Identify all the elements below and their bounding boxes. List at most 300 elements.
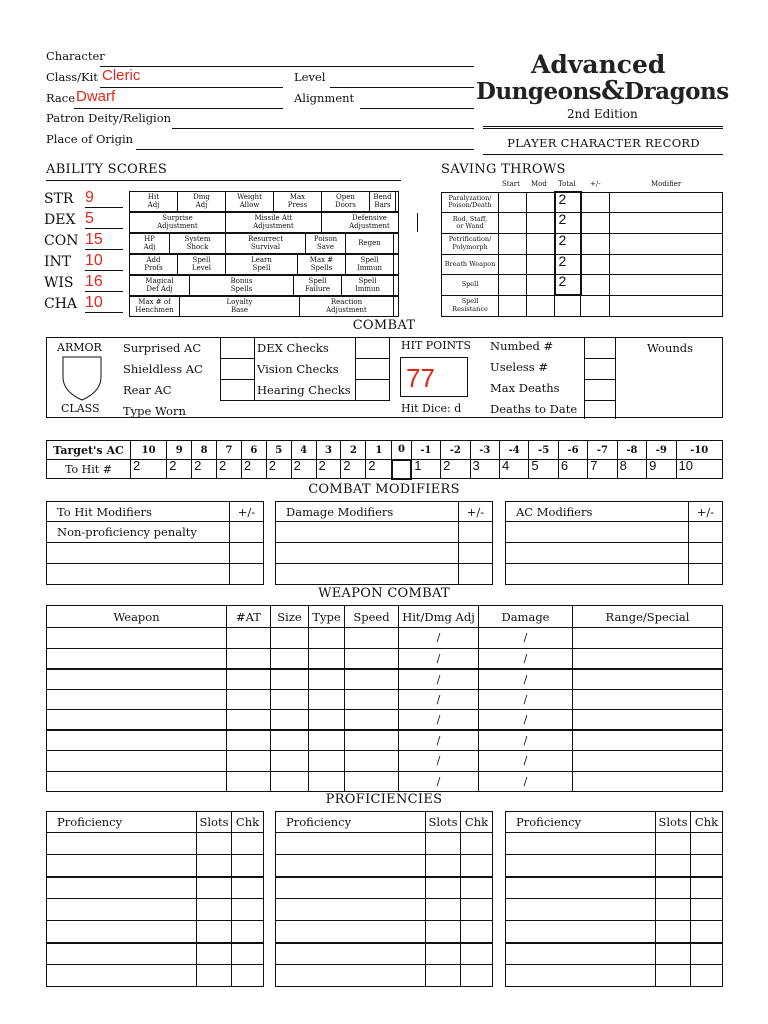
to-hit-cell[interactable]: 2: [341, 460, 366, 479]
to-hit-cell[interactable]: 2: [131, 460, 167, 479]
save-col-start: Start: [502, 180, 520, 188]
save-modifier-cell[interactable]: [610, 213, 723, 234]
proficiency-cell[interactable]: [656, 965, 691, 987]
weapon-header-cell: Damage: [479, 606, 573, 628]
proficiency-cell[interactable]: [276, 877, 426, 899]
modifier-cell[interactable]: [276, 543, 459, 564]
ability-subcell[interactable]: Surprise Adjustment: [130, 213, 226, 232]
weapon-cell[interactable]: [227, 689, 271, 710]
ability-subcell[interactable]: Add Profs: [130, 255, 178, 274]
weapon-row: [47, 689, 723, 710]
to-hit-label: To Hit #: [47, 460, 131, 479]
proficiency-cell[interactable]: [461, 877, 493, 899]
ability-subcell[interactable]: Spell Failure: [294, 276, 342, 295]
proficiency-header: Proficiency: [506, 812, 656, 833]
save-mod-cell[interactable]: [527, 254, 555, 275]
proficiency-cell[interactable]: [461, 943, 493, 965]
weapon-cell[interactable]: [309, 669, 345, 690]
save-modifier-cell[interactable]: [610, 192, 723, 213]
ability-subcell[interactable]: Max # Spells: [298, 255, 346, 274]
proficiency-cell[interactable]: [426, 943, 461, 965]
to-hit-cell[interactable]: 3: [470, 460, 499, 479]
ability-name: INT: [44, 254, 72, 270]
level-label: Level: [294, 70, 326, 84]
ability-subcell[interactable]: Learn Spell: [226, 255, 298, 274]
ability-subcell[interactable]: Poison Save: [306, 234, 346, 253]
ability-score[interactable]: 5: [85, 210, 123, 229]
modifier-value-cell[interactable]: [230, 564, 264, 585]
modifier-value-cell[interactable]: [689, 564, 723, 585]
modifier-value-cell[interactable]: [230, 543, 264, 564]
proficiency-cell[interactable]: [461, 855, 493, 877]
save-pm-cell[interactable]: [581, 213, 610, 234]
modifier-cell[interactable]: [47, 543, 230, 564]
proficiency-cell[interactable]: [426, 921, 461, 943]
checks-value-col[interactable]: [355, 338, 390, 400]
chk-header: Chk: [232, 812, 264, 833]
weapon-cell[interactable]: [227, 710, 271, 731]
ability-subcell[interactable]: Spell Level: [178, 255, 226, 274]
proficiency-cell[interactable]: [656, 921, 691, 943]
modifier-value-cell[interactable]: [230, 522, 264, 543]
logo-dungeons: Dungeons: [476, 78, 602, 105]
ability-subcell[interactable]: Loyalty Base: [180, 297, 300, 316]
modifier-cell[interactable]: [506, 522, 689, 543]
to-hit-cell[interactable]: [392, 460, 411, 479]
hit-points-value[interactable]: 77: [400, 357, 468, 397]
patron-field[interactable]: [172, 128, 474, 129]
target-ac-cell: -7: [588, 441, 617, 460]
ability-subcell[interactable]: Spell Immun: [346, 255, 394, 274]
save-pm-cell[interactable]: [581, 275, 610, 296]
saving-throw-label: Spell: [442, 275, 499, 296]
save-col-total: Total: [558, 180, 576, 188]
weapon-cell[interactable]: [227, 730, 271, 751]
weapon-cell[interactable]: /: [399, 710, 479, 731]
weapon-header-cell: Hit/Dmg Adj: [399, 606, 479, 628]
proficiency-cell[interactable]: [426, 833, 461, 855]
class-kit-label: Class/Kit: [46, 70, 98, 84]
class-kit-value[interactable]: Cleric: [102, 67, 141, 84]
weapon-cell[interactable]: /: [479, 648, 573, 669]
to-hit-cell[interactable]: 9: [647, 460, 676, 479]
armor-label: ARMOR: [57, 341, 102, 354]
weapon-cell[interactable]: [345, 648, 399, 669]
race-value[interactable]: Dwarf: [76, 88, 116, 105]
weapon-cell[interactable]: [227, 669, 271, 690]
proficiency-cell[interactable]: [691, 965, 723, 987]
weapon-cell[interactable]: /: [399, 771, 479, 792]
save-total-cell[interactable]: 2: [555, 275, 581, 296]
ability-subcell[interactable]: Magical Def Adj: [130, 276, 190, 295]
save-pm-cell[interactable]: [581, 192, 610, 213]
weapon-cell[interactable]: [309, 730, 345, 751]
weapon-cell[interactable]: /: [399, 628, 479, 649]
race-label: Race: [46, 91, 76, 105]
proficiency-cell[interactable]: [691, 921, 723, 943]
proficiency-row: [506, 833, 723, 855]
modifier-row: [276, 564, 493, 585]
weapon-cell[interactable]: [345, 669, 399, 690]
weapon-cell[interactable]: [47, 669, 227, 690]
save-start-cell[interactable]: [499, 213, 527, 234]
weapon-cell[interactable]: [47, 771, 227, 792]
proficiency-cell[interactable]: [276, 965, 426, 987]
weapon-cell[interactable]: /: [479, 689, 573, 710]
race-line: [74, 108, 283, 109]
modifier-cell[interactable]: [506, 543, 689, 564]
saving-throw-row: [442, 233, 723, 254]
proficiency-cell[interactable]: [691, 855, 723, 877]
logo-advanced: Advanced: [531, 50, 666, 79]
weapon-cell[interactable]: /: [479, 730, 573, 751]
weapon-cell[interactable]: [227, 751, 271, 772]
to-hit-cell[interactable]: 7: [588, 460, 617, 479]
proficiency-cell[interactable]: [232, 943, 264, 965]
saving-throw-label: Rod, Staff, or Wand: [442, 213, 499, 234]
save-mod-cell[interactable]: [527, 192, 555, 213]
target-ac-label: Target's AC: [47, 441, 131, 460]
weapon-cell[interactable]: [345, 730, 399, 751]
to-hit-cell[interactable]: 1: [411, 460, 440, 479]
ability-subcell[interactable]: Max # of Henchmen: [130, 297, 180, 316]
to-hit-cell[interactable]: 2: [167, 460, 192, 479]
modifier-row: [47, 564, 264, 585]
modifier-value-cell[interactable]: [689, 522, 723, 543]
weapon-cell[interactable]: /: [479, 771, 573, 792]
weapon-cell[interactable]: [345, 771, 399, 792]
weapon-cell[interactable]: /: [399, 751, 479, 772]
save-mod-cell[interactable]: [527, 213, 555, 234]
proficiency-cell[interactable]: [656, 833, 691, 855]
ability-subcell[interactable]: Dmg Adj: [178, 192, 226, 211]
modifier-cell[interactable]: [506, 564, 689, 585]
save-mod-cell[interactable]: [527, 233, 555, 254]
save-modifier-cell[interactable]: [610, 295, 723, 316]
chk-div-1: [355, 358, 390, 359]
proficiency-cell[interactable]: [232, 855, 264, 877]
proficiency-cell[interactable]: [276, 943, 426, 965]
weapon-cell[interactable]: [309, 751, 345, 772]
weapon-cell[interactable]: [573, 710, 723, 731]
proficiency-cell[interactable]: [197, 921, 232, 943]
modifier-cell[interactable]: [276, 564, 459, 585]
modifier-cell[interactable]: [47, 564, 230, 585]
proficiency-cell[interactable]: [232, 833, 264, 855]
modifier-table: [275, 501, 493, 585]
chk-header: Chk: [691, 812, 723, 833]
weapon-cell[interactable]: [47, 730, 227, 751]
ability-subcell[interactable]: Regen: [346, 234, 394, 253]
modifier-cell[interactable]: Non-proficiency penalty: [47, 522, 230, 543]
ability-subcell[interactable]: HP Adj: [130, 234, 170, 253]
alignment-field[interactable]: [360, 108, 474, 109]
weapon-cell[interactable]: [345, 628, 399, 649]
hp-row-label: Max Deaths: [490, 381, 560, 395]
weapon-row: [47, 669, 723, 690]
weapon-cell[interactable]: [271, 648, 309, 669]
proficiency-cell[interactable]: [47, 833, 197, 855]
save-modifier-cell[interactable]: [610, 254, 723, 275]
ability-subcell[interactable]: Bonus Spells: [190, 276, 294, 295]
weapon-cell[interactable]: [309, 710, 345, 731]
ability-subcell[interactable]: Spell Immun: [342, 276, 394, 295]
weapon-cell[interactable]: /: [479, 669, 573, 690]
proficiency-row: [276, 965, 493, 987]
proficiency-cell[interactable]: [426, 877, 461, 899]
proficiency-cell[interactable]: [232, 921, 264, 943]
modifier-value-cell[interactable]: [459, 522, 493, 543]
slots-header: Slots: [426, 812, 461, 833]
ability-subcell[interactable]: Weight Allow: [226, 192, 274, 211]
proficiency-cell[interactable]: [47, 855, 197, 877]
target-ac-cell: -3: [470, 441, 499, 460]
to-hit-cell[interactable]: 2: [266, 460, 291, 479]
to-hit-cell[interactable]: 2: [291, 460, 316, 479]
proficiency-cell[interactable]: [276, 855, 426, 877]
weapon-cell[interactable]: [47, 710, 227, 731]
weapon-cell[interactable]: [573, 730, 723, 751]
save-total-cell[interactable]: 2: [555, 192, 581, 213]
ability-name: CON: [44, 233, 79, 249]
hp-row-label: Useless #: [490, 360, 548, 374]
record-rule: [483, 154, 723, 155]
weapon-cell[interactable]: [345, 751, 399, 772]
proficiency-cell[interactable]: [506, 943, 656, 965]
proficiency-cell[interactable]: [506, 899, 656, 921]
proficiency-cell[interactable]: [197, 943, 232, 965]
proficiency-cell[interactable]: [197, 877, 232, 899]
modifier-cell[interactable]: [276, 522, 459, 543]
proficiency-cell[interactable]: [656, 943, 691, 965]
ability-subcell[interactable]: System Shock: [170, 234, 226, 253]
weapon-cell[interactable]: [309, 771, 345, 792]
save-pm-cell[interactable]: [581, 233, 610, 254]
weapon-cell[interactable]: [271, 669, 309, 690]
save-col-mod: Mod: [531, 180, 547, 188]
proficiency-cell[interactable]: [506, 855, 656, 877]
proficiency-cell[interactable]: [656, 855, 691, 877]
proficiency-cell[interactable]: [461, 833, 493, 855]
proficiency-cell[interactable]: [276, 899, 426, 921]
weapon-header-cell: Speed: [345, 606, 399, 628]
proficiency-cell[interactable]: [506, 833, 656, 855]
save-start-cell[interactable]: [499, 295, 527, 316]
to-hit-cell[interactable]: 4: [499, 460, 528, 479]
check-row-label: Vision Checks: [257, 362, 339, 376]
ability-score[interactable]: 15: [85, 231, 123, 250]
weapon-cell[interactable]: [573, 771, 723, 792]
record-title: PLAYER CHARACTER RECORD: [507, 136, 700, 150]
ability-subcell[interactable]: Reaction Adjustment: [300, 297, 394, 316]
save-start-cell[interactable]: [499, 254, 527, 275]
proficiency-cell[interactable]: [656, 877, 691, 899]
ac-value-col[interactable]: [220, 338, 255, 400]
proficiency-cell[interactable]: [197, 965, 232, 987]
modifier-value-cell[interactable]: [459, 543, 493, 564]
proficiency-row: [47, 965, 264, 987]
modifier-row: [47, 522, 264, 543]
weapon-cell[interactable]: [47, 628, 227, 649]
to-hit-table: [46, 440, 723, 480]
ability-subcell[interactable]: Resurrect Survival: [226, 234, 306, 253]
chk-header: Chk: [461, 812, 493, 833]
ability-subcell[interactable]: Max Press: [274, 192, 322, 211]
proficiency-cell[interactable]: [197, 899, 232, 921]
proficiency-cell[interactable]: [656, 899, 691, 921]
modifier-row: [506, 522, 723, 543]
weapon-cell[interactable]: /: [479, 710, 573, 731]
ability-score[interactable]: 10: [85, 294, 123, 313]
target-ac-cell: -4: [499, 441, 528, 460]
modifier-table: [46, 501, 264, 585]
save-start-cell[interactable]: [499, 275, 527, 296]
to-hit-cell[interactable]: 10: [676, 460, 723, 479]
origin-field[interactable]: [136, 149, 474, 150]
saving-throw-row: [442, 295, 723, 316]
proficiency-cell[interactable]: [506, 877, 656, 899]
weapon-cell[interactable]: [573, 628, 723, 649]
to-hit-row: [47, 460, 723, 479]
weapon-cell[interactable]: [573, 648, 723, 669]
target-ac-cell: 10: [131, 441, 167, 460]
weapon-cell[interactable]: [271, 689, 309, 710]
proficiency-cell[interactable]: [691, 943, 723, 965]
save-mod-cell[interactable]: [527, 295, 555, 316]
proficiency-row: [276, 833, 493, 855]
target-ac-cell: 7: [217, 441, 242, 460]
weapon-cell[interactable]: [227, 648, 271, 669]
ability-subcell[interactable]: Missile Att Adjustment: [226, 213, 322, 232]
weapon-cell[interactable]: /: [399, 730, 479, 751]
proficiency-cell[interactable]: [426, 899, 461, 921]
combat-title: COMBAT: [352, 318, 416, 333]
save-pm-cell[interactable]: [581, 295, 610, 316]
proficiency-cell[interactable]: [47, 921, 197, 943]
save-total-cell[interactable]: 2: [555, 233, 581, 254]
weapon-cell[interactable]: [345, 710, 399, 731]
to-hit-cell[interactable]: 5: [529, 460, 558, 479]
weapon-cell[interactable]: [271, 730, 309, 751]
to-hit-cell[interactable]: 2: [441, 460, 470, 479]
weapon-cell[interactable]: [309, 648, 345, 669]
weapon-cell[interactable]: /: [399, 648, 479, 669]
weapon-cell[interactable]: /: [399, 669, 479, 690]
proficiency-cell[interactable]: [461, 965, 493, 987]
proficiency-row: [47, 899, 264, 921]
proficiency-cell[interactable]: [506, 965, 656, 987]
weapon-cell[interactable]: [271, 751, 309, 772]
weapon-cell[interactable]: [271, 710, 309, 731]
proficiency-row: [47, 877, 264, 899]
ability-score[interactable]: 9: [85, 189, 123, 208]
save-total-cell[interactable]: 2: [555, 254, 581, 275]
proficiency-cell[interactable]: [276, 921, 426, 943]
proficiency-cell[interactable]: [47, 877, 197, 899]
weapon-cell[interactable]: [573, 669, 723, 690]
save-start-cell[interactable]: [499, 192, 527, 213]
weapon-cell[interactable]: [309, 689, 345, 710]
ability-score[interactable]: 10: [85, 252, 123, 271]
weapon-cell[interactable]: [227, 628, 271, 649]
modifier-header: AC Modifiers: [506, 502, 689, 522]
weapon-cell[interactable]: [573, 689, 723, 710]
weapon-cell[interactable]: /: [479, 628, 573, 649]
proficiency-cell[interactable]: [461, 899, 493, 921]
to-hit-cell[interactable]: 2: [366, 460, 392, 479]
proficiency-cell[interactable]: [47, 965, 197, 987]
proficiency-cell[interactable]: [232, 965, 264, 987]
proficiency-cell[interactable]: [232, 877, 264, 899]
proficiency-cell[interactable]: [426, 965, 461, 987]
weapon-cell[interactable]: [47, 751, 227, 772]
proficiency-cell[interactable]: [197, 833, 232, 855]
weapon-cell[interactable]: [573, 751, 723, 772]
weapon-cell[interactable]: [227, 771, 271, 792]
weapon-cell[interactable]: [271, 771, 309, 792]
proficiency-cell[interactable]: [197, 855, 232, 877]
proficiency-cell[interactable]: [691, 899, 723, 921]
save-pm-cell[interactable]: [581, 254, 610, 275]
hp-div-3: [584, 400, 616, 401]
target-ac-cell: 0: [392, 441, 411, 460]
level-field[interactable]: [330, 87, 474, 88]
proficiency-cell[interactable]: [506, 921, 656, 943]
weapon-cell[interactable]: [271, 628, 309, 649]
save-total-cell[interactable]: [555, 295, 581, 316]
proficiency-cell[interactable]: [276, 833, 426, 855]
save-total-cell[interactable]: 2: [555, 213, 581, 234]
to-hit-cell[interactable]: 2: [192, 460, 217, 479]
save-modifier-cell[interactable]: [610, 233, 723, 254]
to-hit-cell[interactable]: 2: [217, 460, 242, 479]
ability-subcell[interactable]: Open Doors: [322, 192, 370, 211]
save-modifier-cell[interactable]: [610, 275, 723, 296]
proficiency-cell[interactable]: [426, 855, 461, 877]
modifier-value-cell[interactable]: [459, 564, 493, 585]
proficiency-cell[interactable]: [691, 877, 723, 899]
to-hit-cell[interactable]: 2: [316, 460, 341, 479]
modifier-value-cell[interactable]: [689, 543, 723, 564]
proficiency-cell[interactable]: [47, 899, 197, 921]
modifier-pm-header: +/-: [689, 502, 723, 522]
ability-score[interactable]: 16: [85, 273, 123, 292]
ability-subcell[interactable]: Defensive Adjustment: [322, 213, 418, 232]
proficiency-cell[interactable]: [461, 921, 493, 943]
hp-row-label: Deaths to Date: [490, 402, 578, 416]
proficiency-cell[interactable]: [47, 943, 197, 965]
save-mod-cell[interactable]: [527, 275, 555, 296]
proficiency-row: [47, 921, 264, 943]
weapon-cell[interactable]: [47, 648, 227, 669]
proficiency-cell[interactable]: [232, 899, 264, 921]
weapon-cell[interactable]: [47, 689, 227, 710]
weapon-cell[interactable]: [309, 628, 345, 649]
save-start-cell[interactable]: [499, 233, 527, 254]
combat-modifiers-title: COMBAT MODIFIERS: [308, 482, 460, 497]
to-hit-cell[interactable]: 8: [617, 460, 646, 479]
ability-subcell[interactable]: Bend Bars: [370, 192, 396, 211]
character-field[interactable]: [100, 66, 474, 67]
weapon-cell[interactable]: /: [399, 689, 479, 710]
to-hit-cell[interactable]: 2: [241, 460, 266, 479]
weapon-cell[interactable]: /: [479, 751, 573, 772]
proficiency-cell[interactable]: [691, 833, 723, 855]
ability-subcell[interactable]: Hit Adj: [130, 192, 178, 211]
weapon-cell[interactable]: [345, 689, 399, 710]
ability-subgrid: [129, 233, 399, 254]
to-hit-cell[interactable]: 6: [558, 460, 587, 479]
